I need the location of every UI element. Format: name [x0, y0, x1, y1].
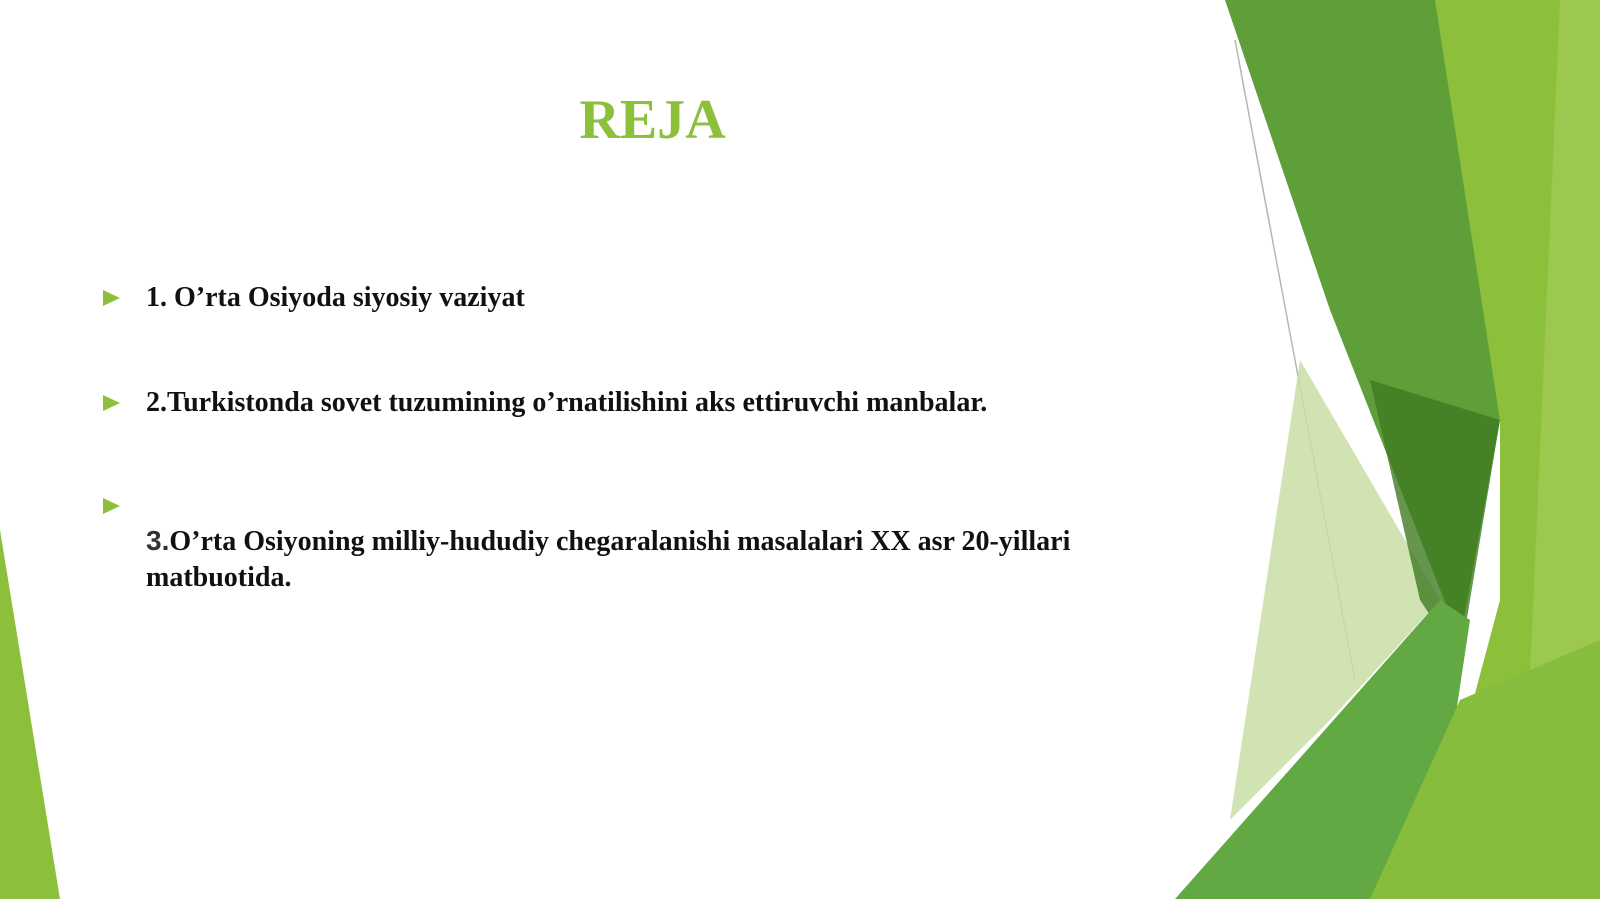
agenda-item-2-text: 2.Turkistonda sovet tuzumining o’rnatilishini aks ettiruvchi manbalar.	[146, 387, 988, 418]
agenda-item-3-number: 3.	[146, 525, 170, 556]
triangle-bullet-icon	[103, 498, 120, 514]
triangle-bullet-icon	[103, 290, 120, 306]
left-green-sliver	[0, 530, 60, 899]
agenda-item-1-text: 1. O’rta Osiyoda siyosiy vaziyat	[146, 282, 525, 313]
agenda-item-3-text	[146, 523, 1176, 596]
slide-title: REJA	[579, 89, 726, 151]
triangle-bullet-icon	[103, 395, 120, 411]
agenda-item-3-body: O’rta Osiyoning milliy-hududiy chegaralanishi masalalari XX asr 20-yillari matbuotida.	[146, 526, 1071, 593]
